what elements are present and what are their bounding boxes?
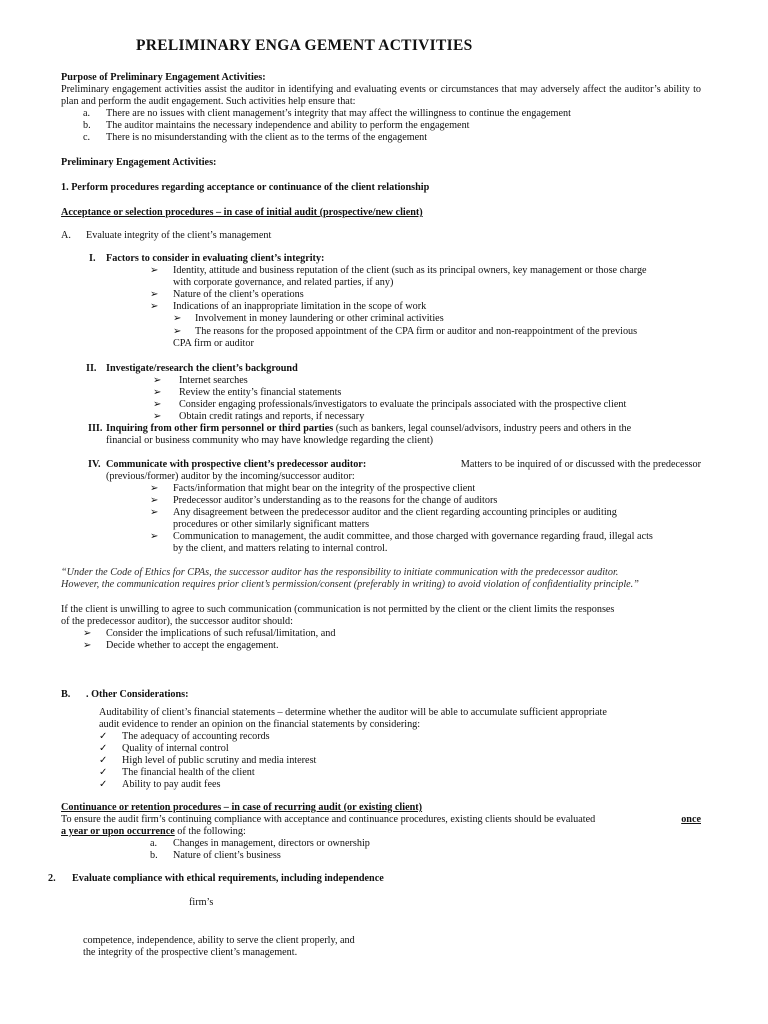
continuance-item-marker: a. bbox=[150, 838, 158, 849]
roman-marker-i: I. bbox=[89, 253, 96, 264]
unwilling-text: If the client is unwilling to agree to such communication (communication is not permitted by the client or the client limits the responses bbox=[61, 604, 615, 615]
continuance-occurrence: a year or upon occurrence bbox=[61, 826, 175, 837]
purpose-item-marker: c. bbox=[83, 132, 91, 143]
consideration-item: The adequacy of accounting records bbox=[122, 731, 270, 742]
arrow-bullet-icon: ➢ bbox=[150, 507, 159, 518]
arrow-bullet-icon: ➢ bbox=[150, 495, 159, 506]
consideration-item: The financial health of the client bbox=[122, 767, 255, 778]
inquiring-text: (such as bankers, legal counsel/advisors, industry peers and others in the bbox=[335, 423, 632, 434]
investigate-item: Review the entity’s financial statements bbox=[179, 387, 342, 398]
roman-marker-iv: IV. bbox=[88, 459, 101, 470]
continuance-line bbox=[61, 814, 701, 826]
other-considerations-heading: . Other Considerations: bbox=[86, 689, 189, 700]
continuance-heading: Continuance or retention procedures – in case of recurring audit (or existing client) bbox=[61, 802, 423, 813]
purpose-paragraph: Preliminary engagement activities assist the auditor in identifying and evaluating events or circumstances that may adversely affect the auditor’s ability to plan and perform the audit engagement. Such activities help ensure that: bbox=[61, 84, 701, 107]
purpose-item: There is no misunderstanding with the client as to the terms of the engagement bbox=[106, 132, 428, 143]
purpose-item: The auditor maintains the necessary independence and ability to perform the engagement bbox=[106, 120, 470, 131]
arrow-bullet-icon: ➢ bbox=[153, 411, 162, 422]
purpose-heading: Purpose of Preliminary Engagement Activities: bbox=[61, 72, 266, 83]
continuance-item-marker: b. bbox=[150, 850, 158, 861]
arrow-bullet-icon: ➢ bbox=[150, 289, 159, 300]
continuance-text-cont: of the following: bbox=[177, 826, 246, 837]
communicate-text: Matters to be inquired of or discussed with the predecessor bbox=[460, 459, 701, 470]
closing-text-cont: the integrity of the prospective client’s management. bbox=[83, 947, 298, 958]
inquiring-line bbox=[106, 423, 701, 435]
auditability-text: Auditability of client’s financial statements – determine whether the auditor will be able to accumulate sufficient appropriate bbox=[99, 707, 607, 718]
check-icon: ✓ bbox=[99, 743, 108, 754]
check-icon: ✓ bbox=[99, 767, 108, 778]
section-1-heading: 1. Perform procedures regarding acceptance or continuance of the client relationship bbox=[61, 182, 430, 193]
communicate-text-cont: (previous/former) auditor by the incoming/successor auditor: bbox=[106, 471, 355, 482]
communicate-heading: Communicate with prospective client’s predecessor auditor: bbox=[106, 459, 367, 470]
arrow-bullet-icon: ➢ bbox=[173, 326, 182, 337]
communicate-item: Any disagreement between the predecessor auditor and the client regarding accounting principles or auditing bbox=[173, 507, 617, 518]
factor-item: Indications of an inappropriate limitation in the scope of work bbox=[173, 301, 427, 312]
unwilling-item: Decide whether to accept the engagement. bbox=[106, 640, 279, 651]
arrow-bullet-icon: ➢ bbox=[150, 483, 159, 494]
unwilling-item: Consider the implications of such refusal/limitation, and bbox=[106, 628, 336, 639]
check-icon: ✓ bbox=[99, 779, 108, 790]
communicate-item: Communication to management, the audit committee, and those charged with governance regarding fraud, illegal acts bbox=[173, 531, 653, 542]
roman-marker-ii: II. bbox=[86, 363, 97, 374]
continuance-text: To ensure the audit firm’s continuing compliance with acceptance and continuance procedures, existing clients should be evaluated bbox=[61, 814, 596, 825]
consideration-item: High level of public scrutiny and media interest bbox=[122, 755, 317, 766]
arrow-bullet-icon: ➢ bbox=[153, 387, 162, 398]
continuance-item: Changes in management, directors or ownership bbox=[173, 838, 370, 849]
check-icon: ✓ bbox=[99, 755, 108, 766]
factor-subitem: Involvement in money laundering or other criminal activities bbox=[195, 313, 444, 324]
investigate-item: Obtain credit ratings and reports, if necessary bbox=[179, 411, 365, 422]
factor-subitem-cont: CPA firm or auditor bbox=[173, 338, 254, 349]
consideration-item: Ability to pay audit fees bbox=[122, 779, 221, 790]
inquiring-heading: Inquiring from other firm personnel or third parties bbox=[106, 423, 334, 434]
list-marker-b: B. bbox=[61, 689, 71, 700]
factors-heading: Factors to consider in evaluating client’s integrity: bbox=[106, 253, 325, 264]
continuance-item: Nature of client’s business bbox=[173, 850, 281, 861]
activities-heading: Preliminary Engagement Activities: bbox=[61, 157, 217, 168]
investigate-item: Consider engaging professionals/investigators to evaluate the principals associated with the prospective client bbox=[179, 399, 627, 410]
factor-item: Identity, attitude and business reputation of the client (such as its principal owners, key management or those charge bbox=[173, 265, 647, 276]
arrow-bullet-icon: ➢ bbox=[83, 640, 92, 651]
communicate-item-cont: by the client, and matters relating to internal control. bbox=[173, 543, 388, 554]
closing-text: competence, independence, ability to serve the client properly, and bbox=[83, 935, 355, 946]
unwilling-text-cont: of the predecessor auditor), the successor auditor should: bbox=[61, 616, 293, 627]
factor-item-cont: with corporate governance, and related parties, if any) bbox=[173, 277, 394, 288]
evaluate-integrity-text: Evaluate integrity of the client’s management bbox=[86, 230, 272, 241]
arrow-bullet-icon: ➢ bbox=[153, 399, 162, 410]
communicate-item-cont: procedures or other similarly significant matters bbox=[173, 519, 370, 530]
purpose-item-marker: b. bbox=[83, 120, 91, 131]
purpose-item-marker: a. bbox=[83, 108, 91, 119]
investigate-item: Internet searches bbox=[179, 375, 248, 386]
purpose-item: There are no issues with client management’s integrity that may affect the willingness to continue the engagement bbox=[106, 108, 571, 119]
inquiring-text-cont: financial or business community who may have knowledge regarding the client) bbox=[106, 435, 434, 446]
section-2-marker: 2. bbox=[48, 873, 56, 884]
arrow-bullet-icon: ➢ bbox=[150, 301, 159, 312]
arrow-bullet-icon: ➢ bbox=[153, 375, 162, 386]
consideration-item: Quality of internal control bbox=[122, 743, 229, 754]
investigate-heading: Investigate/research the client’s background bbox=[106, 363, 298, 374]
roman-marker-iii: III. bbox=[88, 423, 103, 434]
page-title: PRELIMINARY ENGA GEMENT ACTIVITIES bbox=[136, 37, 473, 54]
factor-item: Nature of the client’s operations bbox=[173, 289, 304, 300]
arrow-bullet-icon: ➢ bbox=[150, 531, 159, 542]
communicate-item: Facts/information that might bear on the integrity of the prospective client bbox=[173, 483, 476, 494]
firms-fragment: firm’s bbox=[189, 897, 214, 908]
arrow-bullet-icon: ➢ bbox=[150, 265, 159, 276]
section-2-heading: Evaluate compliance with ethical requirements, including independence bbox=[72, 873, 384, 884]
factor-subitem: The reasons for the proposed appointment of the CPA firm or auditor and non-reappointment of the previous bbox=[195, 326, 638, 337]
continuance-once: once bbox=[681, 814, 701, 825]
continuance-line-2 bbox=[61, 826, 246, 838]
ethics-quote-line: “Under the Code of Ethics for CPAs, the successor auditor has the responsibility to initiate communication with the predecessor auditor. bbox=[61, 567, 619, 578]
auditability-text-cont: audit evidence to render an opinion on the financial statements by considering: bbox=[99, 719, 421, 730]
list-marker-a: A. bbox=[61, 230, 71, 241]
acceptance-heading: Acceptance or selection procedures – in case of initial audit (prospective/new client) bbox=[61, 207, 423, 218]
ethics-quote-line: However, the communication requires prior client’s permission/consent (preferably in writing) to avoid violation of confidentiality principle.” bbox=[61, 579, 639, 590]
arrow-bullet-icon: ➢ bbox=[173, 313, 182, 324]
check-icon: ✓ bbox=[99, 731, 108, 742]
arrow-bullet-icon: ➢ bbox=[83, 628, 92, 639]
communicate-item: Predecessor auditor’s understanding as to the reasons for the change of auditors bbox=[173, 495, 498, 506]
communicate-line bbox=[106, 459, 701, 471]
